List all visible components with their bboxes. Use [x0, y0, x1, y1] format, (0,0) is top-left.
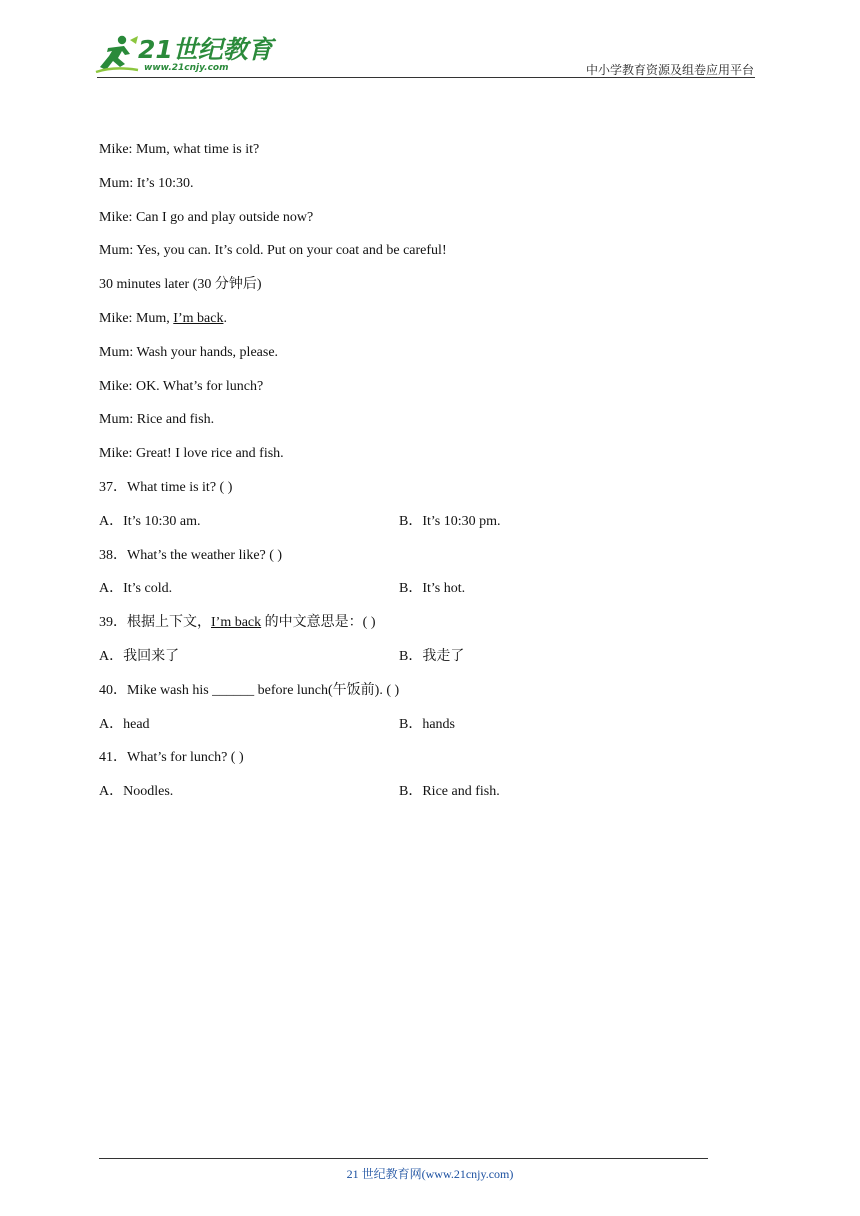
- question-40: [99, 680, 759, 714]
- dialogue-text: Mum, what time is it?: [132, 142, 260, 157]
- dialogue-text: Mum,: [132, 310, 174, 326]
- dialogue-text: Rice and fish.: [133, 412, 215, 428]
- dialogue-line: [99, 443, 759, 477]
- options-38: [99, 578, 759, 612]
- options-39: [99, 646, 759, 680]
- question-37: [99, 477, 759, 511]
- dialogue-line: [99, 308, 759, 342]
- dialogue-text: Yes, you can. It’s cold. Put on your coat and be careful!: [133, 243, 447, 259]
- option-b[interactable]: B．hands: [399, 716, 455, 732]
- question-text: What’s for lunch? ( ): [127, 750, 244, 766]
- question-41: [99, 747, 759, 781]
- question-text: Mike wash his ______ before lunch(午饭前). ( ): [127, 682, 400, 698]
- question-text: What time is it? ( ): [127, 479, 233, 495]
- question-number: 41．: [99, 750, 127, 766]
- option-a[interactable]: A．我回来了: [99, 648, 180, 664]
- option-a[interactable]: A．head: [99, 716, 150, 732]
- dialogue-text: OK. What’s for lunch?: [132, 378, 264, 394]
- option-a[interactable]: A．Noodles.: [99, 784, 174, 800]
- header-divider: [97, 77, 755, 78]
- speaker: Mum:: [99, 175, 134, 191]
- speaker: Mike:: [99, 142, 133, 157]
- question-39: [99, 612, 759, 646]
- scene-note: [99, 274, 759, 308]
- logo-url: www.21cnjy.com: [144, 63, 229, 73]
- question-number: 38．: [99, 547, 127, 563]
- dialogue-text: Wash your hands, please.: [133, 344, 279, 360]
- question-number: 40．: [99, 682, 127, 698]
- dialogue-line: [99, 139, 759, 173]
- runner-icon: [94, 34, 140, 76]
- question-text: 根据上下文，: [127, 615, 211, 631]
- speaker: Mike:: [99, 378, 133, 394]
- underlined-phrase: I’m back: [173, 310, 224, 326]
- dialogue-text: Can I go and play outside now?: [132, 209, 314, 225]
- dialogue-line: [99, 376, 759, 410]
- dialogue-text: 30 minutes later (30 分钟后): [99, 277, 262, 293]
- question-38: [99, 545, 759, 579]
- question-text: What’s the weather like? ( ): [127, 547, 283, 563]
- dialogue-line: [99, 207, 759, 241]
- dialogue-line: [99, 173, 759, 207]
- page-header: [0, 0, 860, 80]
- speaker: Mum:: [99, 412, 134, 428]
- dialogue-line: [99, 240, 759, 274]
- footer-link[interactable]: 21 世纪教育网(www.21cnjy.com): [346, 1167, 514, 1181]
- options-41: [99, 781, 759, 815]
- option-b[interactable]: B．It’s 10:30 pm.: [399, 513, 501, 529]
- speaker: Mike:: [99, 446, 133, 462]
- speaker: Mum:: [99, 344, 134, 360]
- speaker: Mum:: [99, 243, 134, 259]
- worksheet-content: [99, 139, 759, 815]
- underlined-phrase: I’m back: [211, 615, 262, 631]
- question-number: 37．: [99, 479, 127, 495]
- dialogue-line: [99, 409, 759, 443]
- platform-label: 中小学教育资源及组卷应用平台: [585, 63, 754, 77]
- question-text: 的中文意思是：( ): [261, 615, 376, 631]
- dialogue-text: .: [223, 310, 227, 326]
- dialogue-text: It’s 10:30.: [133, 175, 194, 191]
- options-37: [99, 511, 759, 545]
- option-b[interactable]: B．Rice and fish.: [399, 784, 500, 800]
- option-a[interactable]: A．It’s cold.: [99, 581, 173, 597]
- question-number: 39．: [99, 615, 127, 631]
- speaker: Mike:: [99, 209, 133, 225]
- dialogue-line: [99, 342, 759, 376]
- option-b[interactable]: B．It’s hot.: [399, 581, 466, 597]
- site-logo[interactable]: [94, 34, 273, 78]
- logo-title: 21世纪教育: [138, 35, 273, 64]
- dialogue-text: Great! I love rice and fish.: [132, 446, 284, 462]
- option-b[interactable]: B．我走了: [399, 648, 465, 664]
- options-40: [99, 714, 759, 748]
- footer-divider: [99, 1158, 708, 1159]
- speaker: Mike:: [99, 310, 133, 326]
- option-a[interactable]: A．It’s 10:30 am.: [99, 513, 201, 529]
